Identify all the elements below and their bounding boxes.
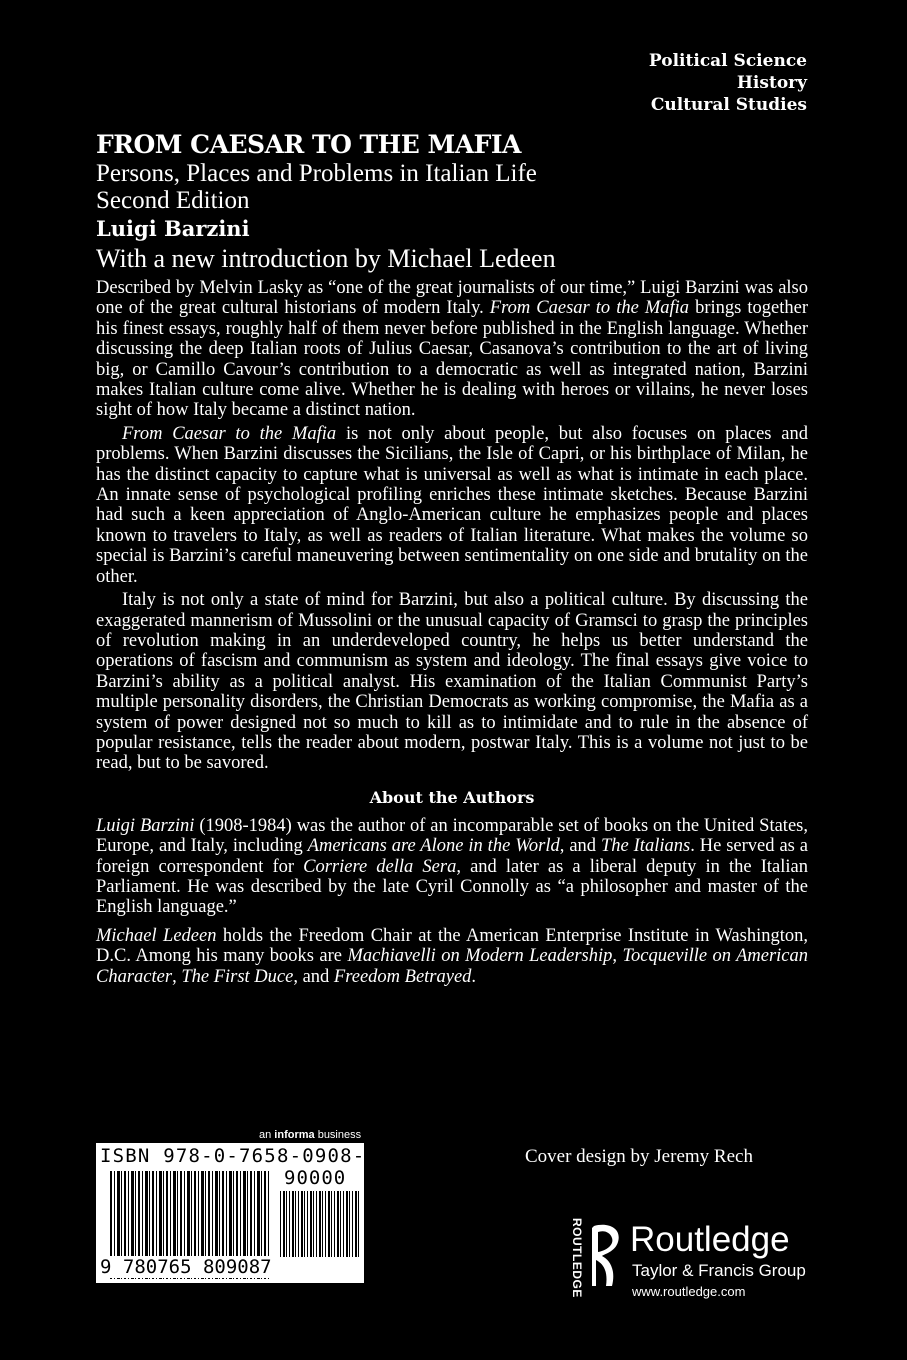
desc-p1-text-a: Described by Melvin Lasky as “one of the great journalists of our time,” Luigi Barzini was also one of the great cultural historians of modern Italy.: [96, 278, 808, 319]
publisher-url: www.routledge.com: [632, 1284, 746, 1299]
bio-barzini-name: Luigi Barzini: [96, 815, 195, 836]
price-code: 90000: [284, 1167, 347, 1189]
bio-ledeen-book4: Freedom Betrayed: [333, 966, 472, 987]
cover-design-credit: Cover design by Jeremy Rech: [525, 1146, 753, 1167]
bio-barzini-t2: , and: [559, 836, 601, 857]
bio-barzini-paper: Corriere della Sera: [303, 856, 457, 877]
bio-barzini: [96, 816, 808, 918]
publisher-name: Routledge: [630, 1220, 790, 1259]
price-barcode-bars-icon: [280, 1191, 360, 1257]
subject-categories: [649, 50, 807, 116]
bio-ledeen-name: Michael Ledeen: [96, 925, 217, 946]
book-author: Luigi Barzini: [96, 216, 250, 241]
bio-ledeen-book1: Machiavelli on Modern Leadership: [347, 946, 613, 967]
desc-p2-text: is not only about people, but also focuses on places and problems. When Barzini discusses the Sicilians, the Isle of Capri, or his birthplace of Milan, he has the distinct capacity to capture what is universal as well as what is intimate in each place. An innate sense of psychological profiling enriches these intimate sketches. Because Barzini had such a keen appreciation of Anglo-American culture he emphasizes people and places known to travelers to Italy, as well as readers of Italian literature. What makes the volume so special is Barzini’s careful maneuvering between sentimentality on one side and brutality on the other.: [96, 423, 808, 587]
book-introduction: With a new introduction by Michael Ledeen: [96, 244, 556, 273]
category-cultural-studies: Cultural Studies: [650, 95, 807, 115]
publisher-logo: [568, 1218, 828, 1308]
publisher-group: Taylor & Francis Group: [632, 1261, 806, 1280]
description-paragraph-3: Italy is not only a state of mind for Barzini, but also a political culture. By discussing the exaggerated mannerism of Mussolini or the unusual capacity of Gramsci to grasp the principles of revolution making in an underdeveloped country, he helps us better understand the operations of fascism and communism as system and ideology. The final essays give voice to Barzini’s ability as a political analyst. His examination of the Italian Communist Party’s multiple personality disorders, the Christian Democrats as working compromise, the Mafia as a system of power designed not so much to kill as to intimidate and to rule in the absence of popular resistance, tells the reader about modern, postwar Italy. This is a volume not just to be read, but to be savored.: [96, 590, 808, 774]
bio-barzini-t1: (1908-1984) was the author of an incomparable set of books on the United States, Europe, and Italy, including: [96, 815, 808, 857]
bio-ledeen-t1: holds the Freedom Chair at the American Enterprise Institute in Washington, D.C. Among his many books are: [96, 925, 808, 967]
back-cover-main: [96, 130, 808, 995]
desc-p1-title: From Caesar to the Mafia: [489, 298, 690, 319]
bio-ledeen-t3: ,: [172, 966, 182, 987]
bio-ledeen-t2: ,: [612, 946, 623, 967]
category-political-science: Political Science: [648, 51, 807, 71]
bio-barzini-book1: Americans are Alone in the World: [307, 836, 560, 857]
bio-ledeen-t5: .: [471, 966, 477, 987]
routledge-emblem-icon: [588, 1220, 630, 1292]
publisher-vertical-text: ROUTLEDGE: [570, 1218, 584, 1298]
description-paragraph-2: [96, 424, 808, 587]
bio-barzini-t3: . He served as a foreign correspondent for: [96, 836, 808, 877]
book-subtitle: Persons, Places and Problems in Italian Life: [96, 160, 537, 187]
isbn-number: ISBN 978-0-7658-0908-7: [100, 1145, 379, 1167]
description-paragraph-1: [96, 278, 808, 421]
desc-p1-text-b: brings together his finest essays, roughly half of them never before published in the English language. Whether discussing the deep Italian roots of Julius Caesar, Casanova’s contribution to the art of living big, or Camillo Cavour’s contribution to a democratic as well as integrated nation, Barzini makes Italian culture come alive. Whether he is dealing with heroes or villains, he never loses sight of how Italy became a distinct nation.: [96, 298, 808, 421]
informa-brand: informa: [274, 1129, 315, 1141]
informa-business-label: [259, 1129, 361, 1141]
bio-barzini-t4: , and later as a liberal deputy in the Italian Parliament. He was described by the late Cyril Connolly as “a philosopher and master of the English language.”: [96, 856, 809, 918]
bio-ledeen-t4: , and: [293, 966, 334, 987]
isbn-barcode: [96, 1143, 379, 1283]
bio-ledeen-book2: Tocqueville on American Character: [96, 946, 809, 987]
about-authors-heading: About the Authors: [369, 787, 535, 807]
book-title: FROM CAESAR TO THE MAFIA: [96, 130, 521, 159]
category-history: History: [736, 73, 807, 93]
bio-barzini-book2: The Italians: [600, 836, 691, 857]
informa-prefix: an: [259, 1129, 275, 1141]
bio-ledeen: [96, 926, 808, 987]
ean-digits: 9 780765 809087: [100, 1256, 272, 1278]
book-edition: Second Edition: [96, 187, 250, 214]
informa-suffix: business: [314, 1129, 362, 1141]
desc-p2-title: From Caesar to the Mafia: [122, 423, 337, 444]
publisher-vertical-wordmark: [568, 1218, 588, 1304]
bio-ledeen-book3: The First Duce: [181, 966, 294, 987]
